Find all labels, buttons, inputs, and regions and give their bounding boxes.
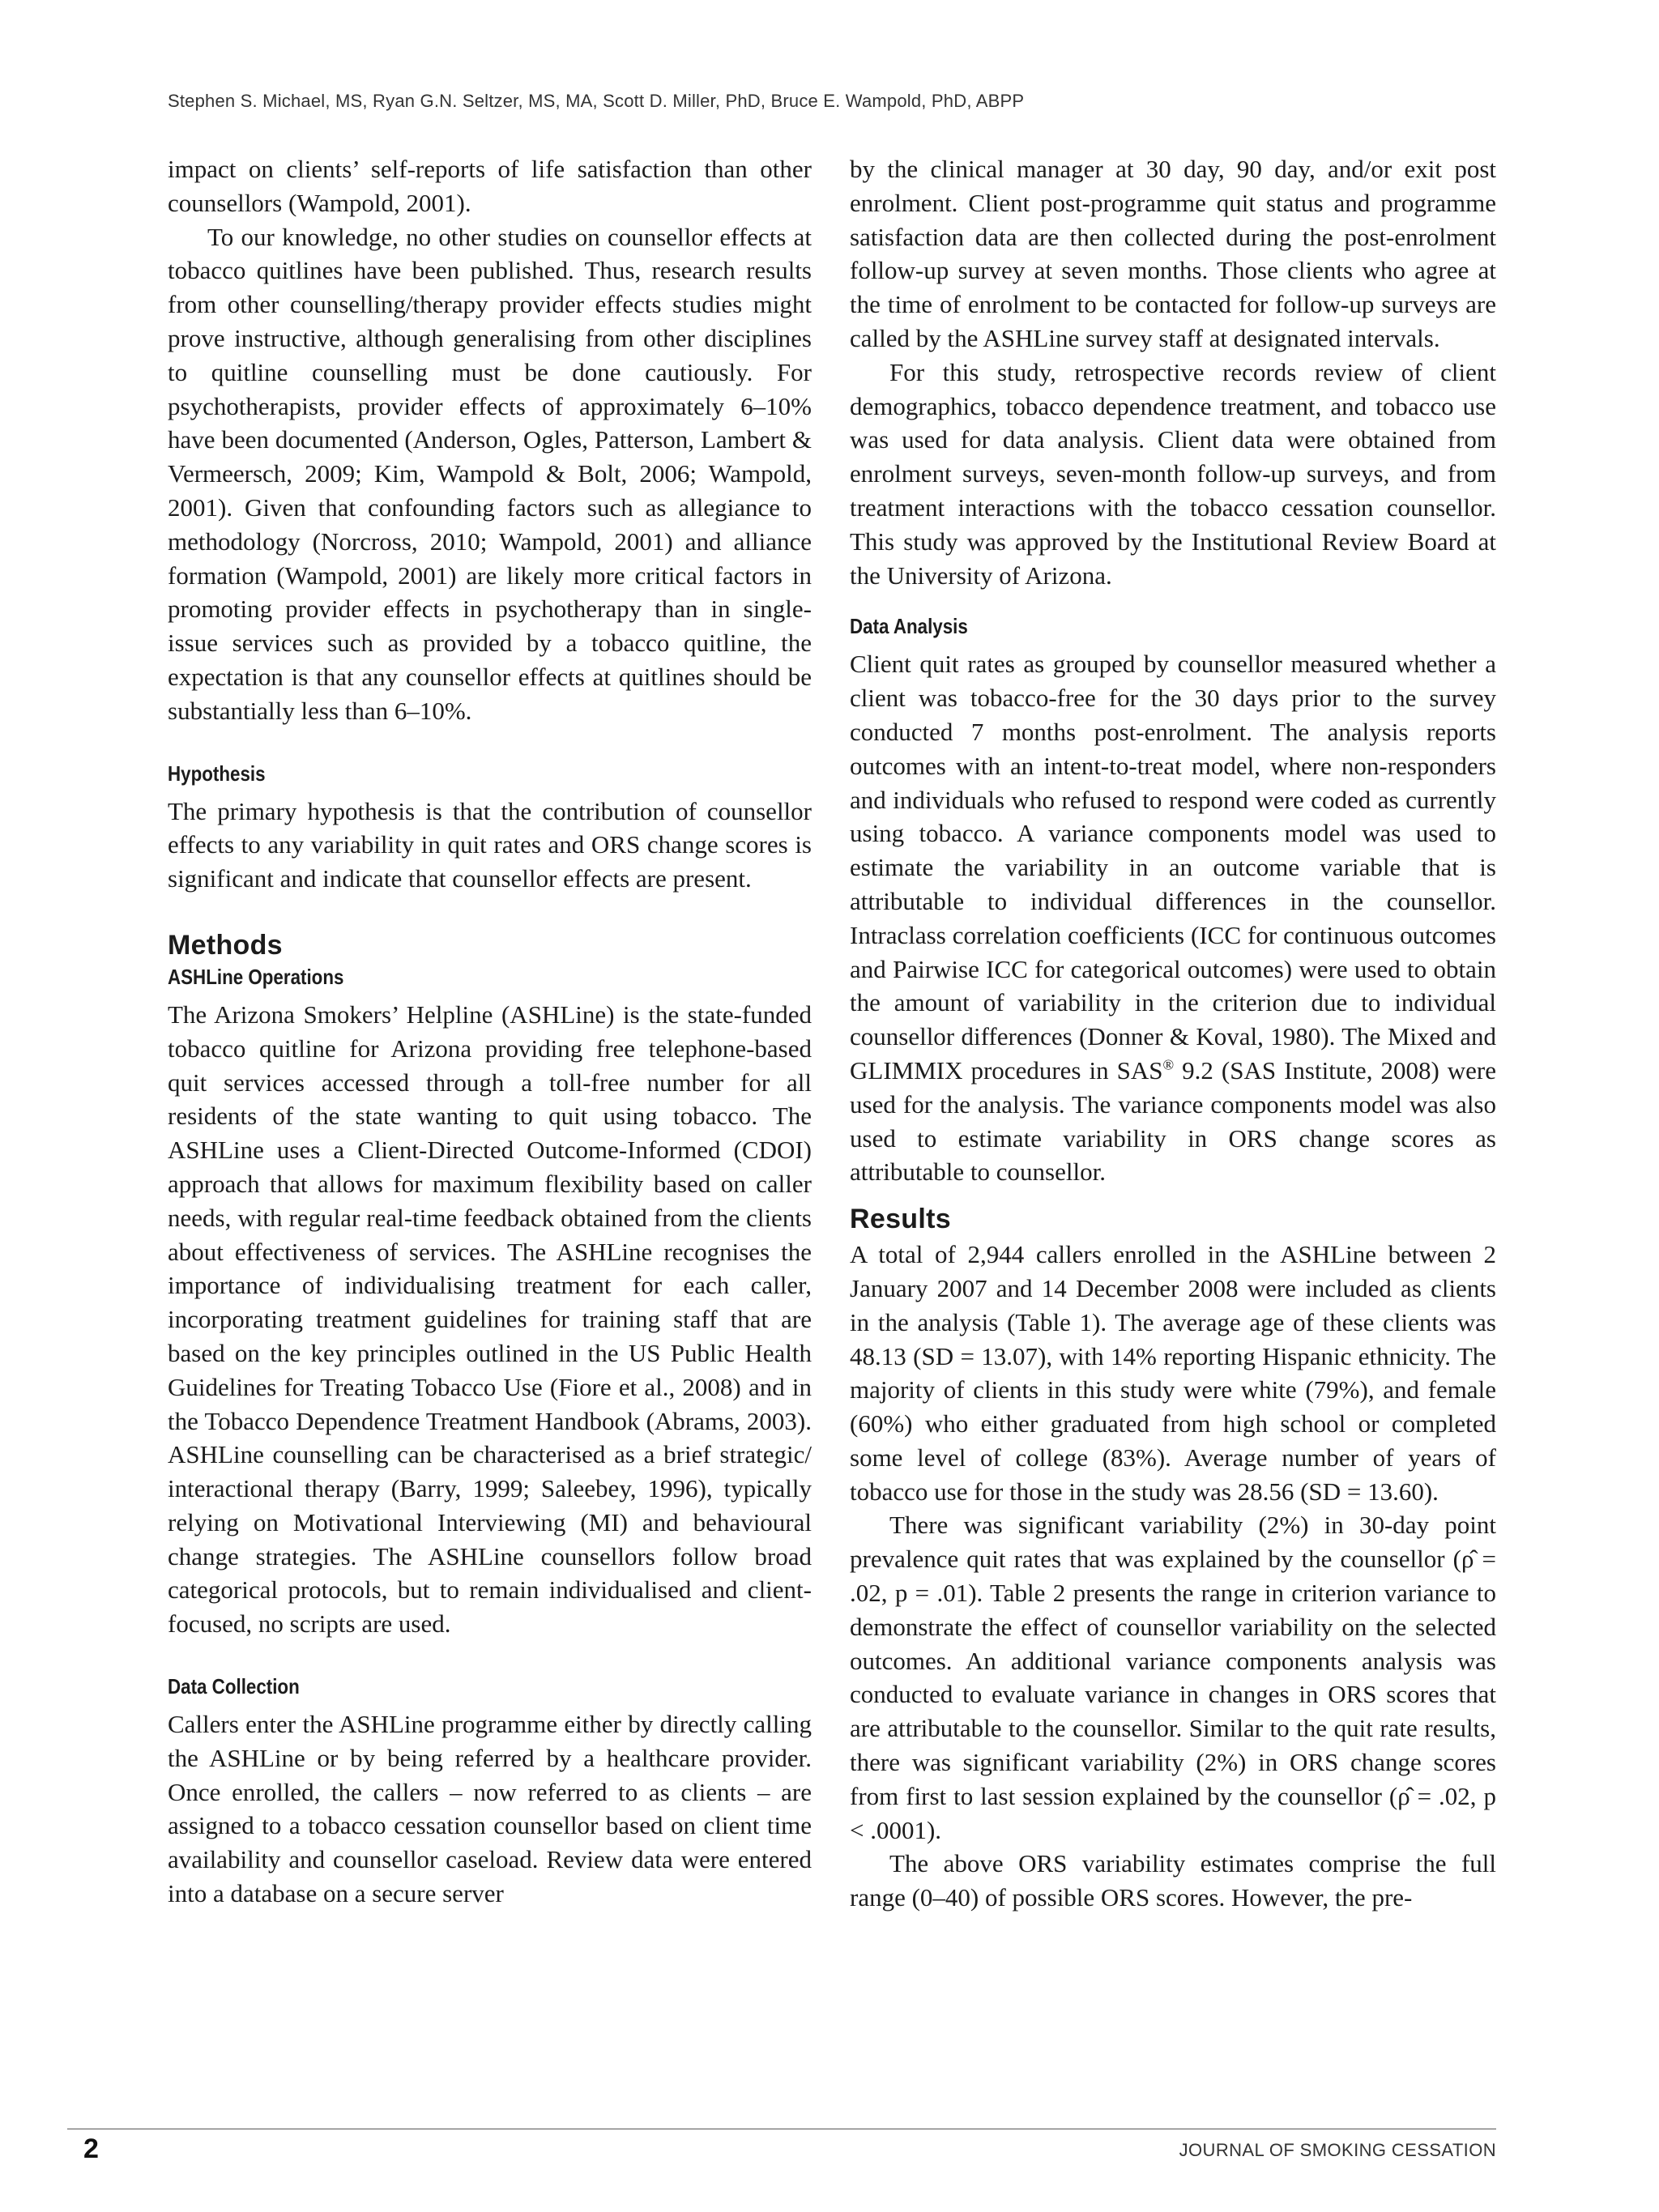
paragraph: To our knowledge, no other studies on counsellor effects at tobacco quitlines have been published. Thus, research results from other counselling/therapy provider effects studies might prove instructive, although generalising from other disciplines to quitline counselling must be done cautiously. For psychotherapists, provider effects of approximately 6–10% have been documented (Anderson, Ogles, Patterson, Lambert & Vermeersch, 2009; Kim, Wampold & Bolt, 2006; Wampold, 2001). Given that confounding factors such as allegiance to methodology (Norcross, 2010; Wampold, 2001) and alliance formation (Wampold, 2001) are likely more critical factors in promoting provider effects in psychotherapy than in single-issue services such as provided by a tobacco quitline, the expectation is that any counsellor effects at quitlines should be substantially less than 6–10%. xyxy=(168,222,812,725)
paragraph: by the clinical manager at 30 day, 90 day, and/or exit post enrolment. Client post-programme quit status and programme satisfaction data are then collected during the post-enrolment follow-up survey at seven months. Those clients who agree at the time of enrolment to be contacted for follow-up surveys are called by the ASHLine survey staff at designated intervals. xyxy=(850,155,1496,352)
section-heading-methods: Methods xyxy=(168,929,283,961)
subsection-heading-data-analysis: Data Analysis xyxy=(850,614,968,639)
paragraph: There was significant variability (2%) in 30-day point prevalence quit rates that was explained by the counsellor (ρ̂ = .02, p = .01). Table 2 presents the range in criterion variance to demonstrate the effect of counsellor variability on the selected outcomes. An additional variance components analysis was conducted to evaluate variance in changes in ORS scores that are attributable to the counsellor. Similar to the quit rate results, there was significant variability (2%) in ORS change scores from first to last session explained by the counsellor (ρ̂ = .02, p < .0001). xyxy=(850,1511,1496,1844)
paragraph: impact on clients’ self-reports of life satisfaction than other counsellors (Wampold, 2001). xyxy=(168,155,812,217)
paragraph: The Arizona Smokers’ Helpline (ASHLine) is the state-funded tobacco quitline for Arizona providing free telephone-based quit services accessed through a toll-free number for all residents of the state wanting to quit using tobacco. The ASHLine uses a Client-Directed Outcome-Informed (CDOI) approach that allows for maximum flexibility based on caller needs, with regular real-time feedback obtained from the clients about effectiveness of services. The ASHLine recognises the importance of individualising treatment for each caller, incorporating treatment guidelines for training staff that are based on the key principles outlined in the US Public Health Guidelines for Treating Tobacco Use (Fiore et al., 2008) and in the Tobacco Dependence Treatment Handbook (Abrams, 2003). ASHLine counselling can be characterised as a brief strategic/ interactional therapy (Barry, 1999; Saleebey, 1996), typically relying on Motivational Interviewing (MI) and behavioural change strategies. The ASHLine counsellors follow broad categorical protocols, but to remain individualised and client-focused, no scripts are used. xyxy=(168,999,812,1639)
paragraph xyxy=(850,647,1496,1189)
section-heading-results: Results xyxy=(850,1204,951,1235)
left-column xyxy=(168,152,812,1911)
right-column xyxy=(850,152,1496,1915)
paragraph: For this study, retrospective records review of client demographics, tobacco dependence treatment, and tobacco use was used for data analysis. Client data were obtained from enrolment surveys, seven-month follow-up surveys, and from treatment interactions with the tobacco cessation counsellor. This study was approved by the Institutional Review Board at the University of Arizona. xyxy=(850,357,1496,590)
paragraph: Callers enter the ASHLine programme either by directly calling the ASHLine or by being referred by a healthcare provider. Once enrolled, the callers – now referred to as clients – are assigned to a tobacco cessation counsellor based on client time availability and counsellor caseload. Review data were entered into a database on a secure server xyxy=(168,1710,812,1908)
subsection-heading-data-collection: Data Collection xyxy=(168,1674,300,1699)
paragraph: The primary hypothesis is that the contribution of counsellor effects to any variability in quit rates and ORS change scores is significant and indicate that counsellor effects are present. xyxy=(168,796,812,893)
running-header: Stephen S. Michael, MS, Ryan G.N. Seltzer, MS, MA, Scott D. Miller, PhD, Bruce E. Wampold, PhD, ABPP xyxy=(168,91,1025,111)
paragraph: A total of 2,944 callers enrolled in the ASHLine between 2 January 2007 and 14 December 2008 were included as clients in the analysis (Table 1). The average age of these clients was 48.13 (SD = 13.07), with 14% reporting Hispanic ethnicity. The majority of clients in this study were white (79%), and female (60%) who either graduated from high school or completed some level of college (83%). Average number of years of tobacco use for those in the study was 28.56 (SD = 13.60). xyxy=(850,1240,1496,1506)
paragraph-text: 9.2 (SAS Institute, 2008) were used for the analysis. The variance components model was also used to estimate variability in ORS change scores as attributable to counsellor. xyxy=(850,1055,1496,1187)
registered-mark: ® xyxy=(1162,1056,1175,1073)
journal-title: JOURNAL OF SMOKING CESSATION xyxy=(1179,2140,1496,2160)
page-number: 2 xyxy=(83,2133,99,2164)
paragraph-text: Client quit rates as grouped by counsellor measured whether a client was tobacco-free for the 30 days prior to the survey conducted 7 months post-enrolment. The analysis reports outcomes with an intent-to-treat model, where non-responders and individuals who refused to respond were coded as currently using tobacco. A variance components model was used to estimate the variability in an outcome variable that is attributable to individual differences in the counsellor. Intraclass correlation coefficients (ICC for continuous outcomes and Pairwise ICC for categorical outcomes) were used to obtain the amount of variability in the criterion due to individual counsellor differences (Donner & Koval, 1980). The Mixed and GLIMMIX procedures in SAS xyxy=(850,650,1496,1085)
paragraph: The above ORS variability estimates comprise the full range (0–40) of possible ORS scores. However, the pre- xyxy=(850,1849,1496,1912)
subsection-heading-ashline-operations: ASHLine Operations xyxy=(168,964,344,989)
section-heading-hypothesis: Hypothesis xyxy=(168,761,266,786)
